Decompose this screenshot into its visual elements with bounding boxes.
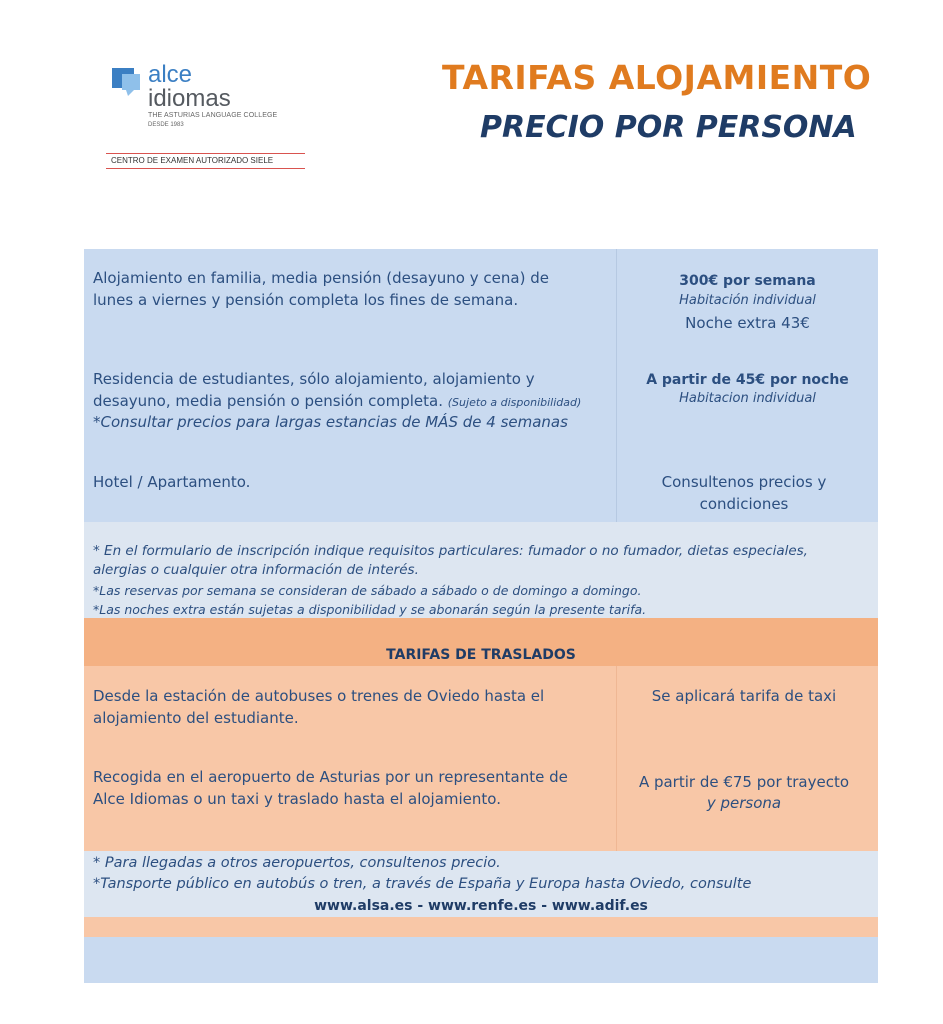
page-subtitle: PRECIO POR PERSONA <box>480 110 857 145</box>
note-line4: *Las noches extra están sujetas a disponibilidad y se abonarán según la presente tarifa. <box>93 602 647 617</box>
footer-links: www.alsa.es - www.renfe.es - www.adif.es <box>314 898 648 914</box>
residence-desc-line3: *Consultar precios para largas estancias de MÁS de 4 semanas <box>93 413 568 431</box>
residence-desc-line1: Residencia de estudiantes, sólo alojamiento, alojamiento y <box>93 370 535 388</box>
availability-note: (Sujeto a disponibilidad) <box>447 396 582 409</box>
logo-word-alce: alce <box>148 61 193 88</box>
family-desc-line2: lunes a viernes y pensión completa los fines de semana. <box>93 291 519 309</box>
alce-idiomas-logo <box>111 61 312 174</box>
family-extra-night: Noche extra 43€ <box>685 314 810 332</box>
family-desc-line1: Alojamiento en familia, media pensión (desayuno y cena) de <box>93 269 549 287</box>
page-title: TARIFAS ALOJAMIENTO <box>442 58 872 97</box>
hotel-price-line2: condiciones <box>699 495 789 513</box>
note-line3: *Las reservas por semana se consideran de sábado a sábado o de domingo a domingo. <box>93 583 642 598</box>
logo-since: DESDE 1983 <box>148 122 184 128</box>
station-desc-line1: Desde la estación de autobuses o trenes de Oviedo hasta el <box>93 687 545 705</box>
note-line1: * En el formulario de inscripción indique requisitos particulares: fumador o no fumador, dietas especiales, <box>93 543 808 559</box>
station-price: Se aplicará tarifa de taxi <box>651 687 837 705</box>
residence-desc-line2: desayuno, media pensión o pensión completa. (Sujeto a disponibilidad) <box>93 392 582 410</box>
family-room: Habitación individual <box>679 293 816 308</box>
family-price: 300€ por semana <box>679 273 816 289</box>
note-line2: alergias o cualquier otra información de interés. <box>93 562 419 578</box>
footer-stripe-blue <box>84 937 878 983</box>
logo-word-idiomas: idiomas <box>148 85 231 112</box>
footer-line2: *Tansporte público en autobús o tren, a través de España y Europa hasta Oviedo, consulte <box>93 876 752 892</box>
transfers-title: TARIFAS DE TRASLADOS <box>386 647 576 663</box>
footer-line1: * Para llegadas a otros aeropuertos, consultenos precio. <box>93 855 501 871</box>
station-desc-line2: alojamiento del estudiante. <box>93 709 299 727</box>
residence-room: Habitacion individual <box>679 391 816 406</box>
siele-badge: CENTRO DE EXAMEN AUTORIZADO SIELE <box>106 153 305 169</box>
hotel-price-line1: Consultenos precios y <box>661 473 827 491</box>
logo-tagline: THE ASTURIAS LANGUAGE COLLEGE <box>148 112 278 119</box>
speech-bubble-logo-icon <box>112 68 142 96</box>
airport-price-line1: A partir de €75 por trayecto <box>638 773 850 791</box>
footer-stripe-orange <box>84 917 878 937</box>
hotel-desc: Hotel / Apartamento. <box>93 473 251 491</box>
airport-desc-line1: Recogida en el aeropuerto de Asturias por un representante de <box>93 768 568 786</box>
airport-price-line2: y persona <box>706 794 782 812</box>
residence-price: A partir de 45€ por noche <box>646 372 849 388</box>
airport-desc-line2: Alce Idiomas o un taxi y traslado hasta el alojamiento. <box>93 790 501 808</box>
